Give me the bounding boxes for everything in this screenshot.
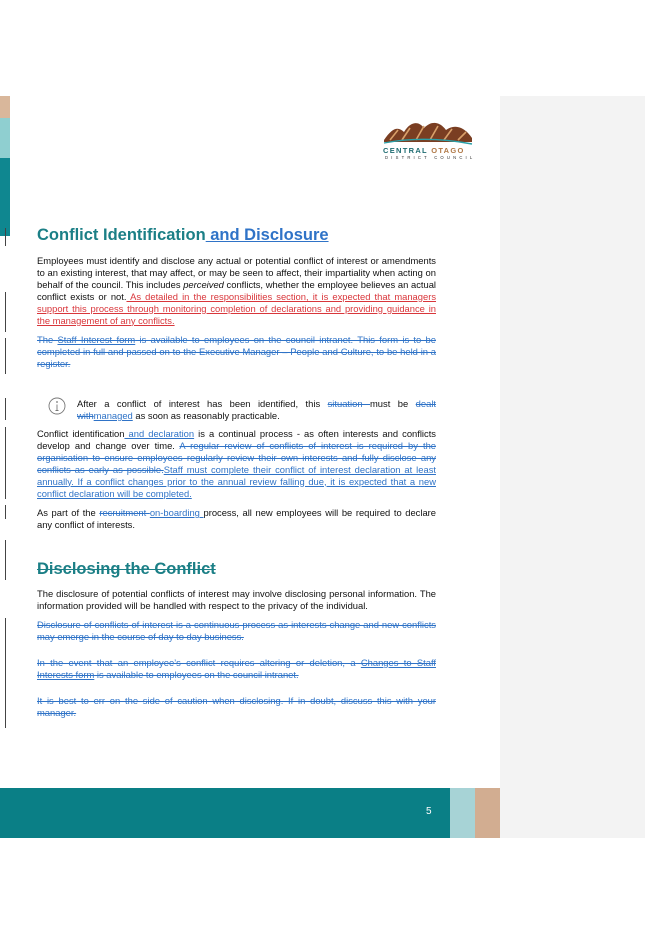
inserted-text: As detailed in the responsibilities section, it is expected that managers support this process through monitoring completion of declarations and providing guidance in the management of any conflicts. (37, 290, 437, 326)
change-bar (5, 398, 6, 420)
footer-band (0, 788, 450, 838)
section-1-heading-wrap (37, 226, 436, 245)
change-bar (5, 292, 6, 332)
paragraph-4: As part of the recruitment on-boarding process, all new employees will be required to declare any conflict of interests. (37, 507, 437, 530)
change-bar (5, 338, 6, 374)
comment-pane (500, 96, 645, 838)
paragraph-2: The Staff Interest form is available to employees on the council intranet. This form is to be completed in full and passed on to the Executive Manager – People and Culture, to be held in a register. (37, 334, 436, 369)
paragraph-5: The disclosure of potential conflicts of interest may involve disclosing personal information. The information provided will be handled with respect to the privacy of the individual. (37, 588, 436, 611)
paragraph-1: Employees must identify and disclose any actual or potential conflict of interest or amendments to an existing interest, that may affect, or may be seen to affect, their impartiality when acting on behalf of the council. This includes perceived conflicts, whether the employee believes an actual conflict exists or not. As detailed in the responsibilities section, it is expected that managers support this process through monitoring completion of declarations and providing guidance in the management of any conflicts. (37, 255, 437, 326)
section-2-heading-wrap (37, 560, 436, 579)
change-bar (5, 228, 6, 246)
left-decoration (0, 96, 10, 236)
change-bar (5, 505, 6, 519)
info-icon (48, 397, 66, 415)
info-callout: After a conflict of interest has been identified, this situation must be dealt withmanaged as soon as reasonably practicable. (77, 398, 437, 421)
change-bar (5, 427, 6, 499)
paragraph-8: It is best to err on the side of caution when disclosing. If in doubt, discuss this with your manager. (37, 695, 436, 718)
paragraph-7: In the event that an employee’s conflict requires altering or deletion, a Changes to Staff Interests form is available to employees on the council intranet. (37, 657, 436, 680)
section-1-heading: Conflict Identification and Disclosure (37, 226, 329, 244)
paragraph-6: Disclosure of conflicts of interest is a continuous process as interests change and new conflicts may emerge in the course of day to day business. (37, 619, 436, 642)
logo-wordmark: CENTRAL OTAGO (383, 146, 465, 155)
page-number: 5 (426, 806, 432, 817)
logo-subtitle: DISTRICT COUNCIL (385, 155, 476, 160)
footer-accent-tan (475, 788, 500, 838)
change-bar (5, 540, 6, 580)
footer-accent-teal (450, 788, 475, 838)
section-2-heading: Disclosing the Conflict (37, 560, 216, 578)
change-bar (5, 618, 6, 728)
paragraph-3: Conflict identification and declaration is a continual process - as often interests and conflicts develop and change over time. A regular review of conflicts of interest is required by the organisation to ensure employees regularly review their own interests and fully disclose any conflicts as early as possible.Staff must complete their conflict of interest declaration at least annually. If a conflict changes prior to the annual review falling due, it is expected that a new conflict declaration will be completed. (37, 428, 436, 499)
